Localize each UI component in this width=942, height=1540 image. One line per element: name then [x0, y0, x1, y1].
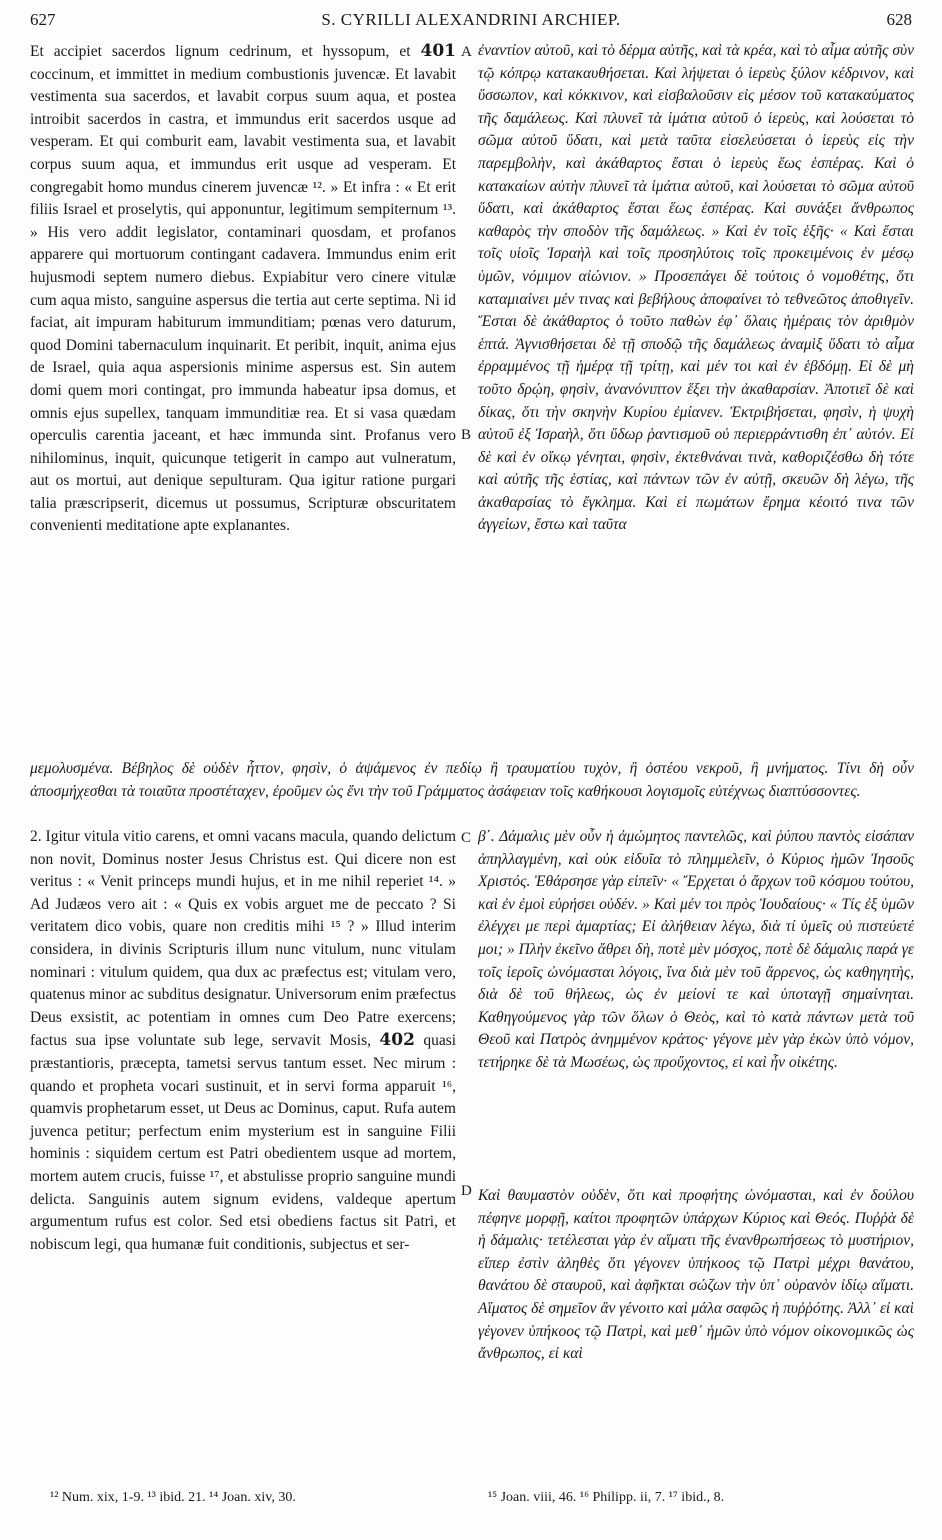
- margin-marker-c: C: [461, 830, 472, 846]
- latin-column-c: [30, 826, 456, 1256]
- margin-marker-d: D: [461, 1183, 472, 1199]
- running-header: [30, 10, 912, 36]
- greek-column-d: Καὶ θαυμαστὸν οὐδὲν, ὅτι καὶ προφήτης ὠνόμασται, καὶ ἐν δούλου πέφηνε μορφῇ, καίτοι προφητῶν ὑπάρχων Κύριος καὶ Θεός. Πυῤῥὰ δὲ ἡ δάμαλις· τετέλεσται γὰρ ἐν αἵματι τῆς ἐνανθρωπήσεως τὸ μυστήριον, εἴπερ ἐστὶν ἀληθὲς ὅτι γέγονεν ὑπήκοος τῷ Πατρὶ μέχρι θανάτου, θανάτου δὲ σταυροῦ, καὶ ἀφῆκται σώζων τὴν ὑπ᾽ οὐρανὸν ἰδίῳ αἵματι. Αἵματος δὲ σημεῖον ἂν γένοιτο καὶ μάλα σαφῶς ἡ πυῤῥότης. Ἀλλ᾽ εἰ καὶ γέγονεν ὑπήκοος τῷ Πατρὶ, καὶ μεθ᾽ ἡμῶν ὑπὸ νόμον οἰκονομικῶς ὡς ἄνθρωπος, εἰ καὶ: [478, 1187, 914, 1363]
- margin-marker-b: B: [461, 427, 472, 443]
- margin-marker-a: A: [461, 44, 472, 60]
- footnotes-left: ¹² Num. xix, 1-9. ¹³ ibid. 21. ¹⁴ Joan. xiv, 30.: [50, 1490, 296, 1505]
- latin-text: 2. Igitur vitula vitio carens, et omni vacans macula, quando delictum non novit, Dominus noster Jesus Christus est. Qui dicere non est veritus : « Venit princeps mundi hujus, et in me nihil reperiet ¹⁴. » Ad Judæos vero ait : « Quis ex vobis arguet me de peccato ? Si veritatem dico vobis, quare non creditis mihi ¹⁵ ? » Illud interim considera, in divinis Scripturis illum nunc vitulum, nunc vitulam nominari : vitulum quidem, qua dux ac præfectus est; vitulam vero, quatenus minor ac subditus designatur. Universorum enim præfectus Deus exsistit, ac potentiam in omnes cum Deo Patre exercens; factus sua ipse voluntate sub lege, servavit Mosis,: [30, 828, 456, 1050]
- latin-text: coccinum, et immittet in medium combustionis juvencæ. Et lavabit vestimenta sua sacerdos, et lavabit corpus suum aqua, et postea introibit sacerdos in castra, et immundus erit sacerdos usque ad vesperam. Et qui comburit eam, lavabit vestimenta sua, et lavabit corpus suum aqua, et immundus erit usque ad vesperam. Et congregabit homo mundus cinerem juvencæ ¹². » Et infra : « Et erit filiis Israel et proselytis, qui apponuntur, legitimum sempiternum ¹³. » His vero addit legislator, contaminari quosdam, et profanos apparere qui mortuorum contingant cadavera. Immundus enim erit hujusmodi septem numero diebus. Expiabitur vero cinere vitulæ cum aqua misto, sanguine aspersus die tertia aut certe septima. Ni id faciat, ait impuram habiturum immunditiam; pœnas vero daturum, quod Domini tabernaculum inquinarit. Et peribit, inquit, anima ejus de Israel, quia aqua aspersionis minime aspersus est. Sin autem domi quem mori contingat, pro immunda habeatur ipsa domus, et omnis ejus supellex, tanquam immunditiæ rea. Et si vasa quædam operculis carentia jaceant, et hæc immunda sint. Profanus vero nihilominus, inquit, quicunque tetigerit in campo aut vulneratum, aut os mortui, aut denique sepulturam. Qua igitur ratione purgari talia præscripserit, dicemus ut possumus, Scripturæ obscuritatem convenienti meditatione apte explanantes.: [30, 65, 456, 535]
- latin-text: quasi præstantioris, præcepta, tametsi servus tantum esset. Nec mirum : quando et propheta vocari sustinuit, et in servi forma apparuit ¹⁶, quamvis prophetarum esset, ut Deus ac Dominus, caput. Rufa autem juvenca petitur; perfectum enim mysterium est in sanguine Filii hominis : siquidem certum est Patri obedientem usque ad mortem, mortem autem crucis, fuisse ¹⁷, et abstulisse proprio sanguine mundi delicta. Sanguinis autem signum evidens, valdeque apertum argumentum rufus est color. Sed etsi obediens factus sit Patri, et nobiscum legi, qua humanæ fuit conditionis, subjectus et ser-: [30, 1032, 457, 1253]
- page-number-right: 628: [886, 10, 912, 29]
- greek-column-c: β΄. Δάμαλις μὲν οὖν ἡ ἀμώμητος παντελῶς, καὶ ῥύπου παντὸς εἰσάπαν ἀπηλλαγμένη, καὶ οὐκ εἰδυῖα τὸ πλημμελεῖν, ὁ Κύριος ἡμῶν Ἰησοῦς Χριστός. Ἐθάρσησε γὰρ εἰπεῖν· « Ἔρχεται ὁ ἄρχων τοῦ κόσμου τούτου, καὶ ἐν ἐμοὶ εὑρήσει οὐδέν. » Καὶ μέν τοι πρὸς Ἰουδαίους· « Τίς ἐξ ὑμῶν ἐλέγχει με περὶ ἁμαρτίας; Εἰ ἀλήθειαν λέγω, διὰ τί ὑμεῖς οὐ πιστεύετέ μοι; » Πλὴν ἐκεῖνο ἄθρει δὴ, ποτὲ μὲν μόσχος, ποτὲ δὲ δάμαλις παρά γε τοῖς ἱεροῖς ὠνόμασται λόγοις, ἵνα διὰ μὲν τοῦ ἄρρενος, ὡς καθηγητὴς, διὰ δὲ τοῦ θήλεως, ὡς ἐν μείονί τε καὶ ὑποταγῇ σημαίνηται. Καθηγούμενος γὰρ τῶν ὅλων ὁ Θεὸς, καὶ τὸ κατὰ πάντων μετὰ τοῦ Θεοῦ καὶ Πατρὸς ἀνημμένον κράτος· γέγονε μὲν γὰρ ἑκὼν ὑπὸ νόμον, τετήρηκε δὲ τὰ Μωσέως, ὡς προὔχοντος, εἰ καὶ ἦν οἰκέτης.: [478, 828, 914, 1071]
- latin-column-a: [30, 40, 456, 538]
- page-marker-401: 401: [420, 41, 456, 61]
- page-marker-402: 402: [379, 1030, 415, 1051]
- latin-text: Et accipiet sacerdos lignum cedrinum, et hyssopum, et: [30, 43, 411, 60]
- running-title: S. CYRILLI ALEXANDRINI ARCHIEP.: [321, 10, 621, 29]
- page-number-left: 627: [30, 10, 56, 29]
- greek-full-width: μεμολυσμένα. Βέβηλος δὲ οὐδὲν ἧττον, φησὶν, ὁ ἀψάμενος ἐν πεδίῳ ἢ τραυματίου τυχὸν, ἢ ὀστέου νεκροῦ, ἢ μνήματος. Τίνι δὴ οὖν ἀποσμήχεσθαι τὰ τοιαῦτα προστέταχεν, ἐροῦμεν ὡς ἔνι τὴν τοῦ Γράμματος ἀσάφειαν τοῖς καθήκουσι λογισμοῖς εὐτέχνως διαπτύσσοντες.: [30, 760, 914, 800]
- footnotes-right: ¹⁵ Joan. viii, 46. ¹⁶ Philipp. ii, 7. ¹⁷ ibid., 8.: [488, 1490, 725, 1505]
- greek-column-a: ἐναντίον αὐτοῦ, καὶ τὸ δέρμα αὐτῆς, καὶ τὰ κρέα, καὶ τὸ αἷμα αὐτῆς σὺν τῷ κόπρῳ κατακαυθήσεται. Καὶ λήψεται ὁ ἱερεὺς ξύλον κέδρινον, καὶ ὕσσωπον, καὶ κόκκινον, καὶ εἰσβαλοῦσιν εἰς μέσον τοῦ κατακαύματος τῆς δαμάλεως. Καὶ πλυνεῖ τὰ ἱμάτια αὐτοῦ ὁ ἱερεὺς, καὶ λούσεται τὸ σῶμα αὐτοῦ ὕδατι, καὶ μετὰ ταῦτα εἰσελεύσεται ὁ ἱερεὺς εἰς τὴν παρεμβολὴν, καὶ ἀκάθαρτος ἔσται ὁ ἱερεὺς ἕως ἑσπέρας. Καὶ ὁ κατακαίων αὐτὴν πλυνεῖ τὰ ἱμάτια αὐτοῦ, καὶ λούσεται τὸ σῶμα αὐτοῦ ὕδατι, καὶ ἀκάθαρτος ἔσται ἕως ἑσπέρας. Καὶ συνάξει ἄνθρωπος καθαρὸς τὴν σποδὸν τῆς δαμάλεως. » Καὶ ἐν τοῖς ἑξῆς· « Καὶ ἔσται τοῖς υἱοῖς Ἰσραὴλ καὶ τοῖς προσηλύτοις τοῖς προκειμένοις ἐν μέσῳ ὑμῶν, νόμιμον αἰώνιον. » Προσεπάγει δὲ τούτοις ὁ νομοθέτης, ὅτι καταμιαίνει μέν τινας καὶ βεβήλους ἀποφαίνει τὸ τεθνεῶτος ἀποθιγεῖν. Ἔσται δὲ ἀκάθαρτος ὁ τοῦτο παθὼν ἐφ᾽ ὅλαις ἡμέραις τὸν ἀριθμὸν ἑπτά. Ἁγνισθήσεται δὲ τῇ σποδῷ τῆς δαμάλεως ἀναμὶξ ὕδατι τὸ αἷμα ἐρραμμένος τῇ ἡμέρᾳ τῇ τρίτῃ, καὶ μέν τοι καὶ ἐν ἑβδόμῃ. Εἰ δὲ μὴ τοῦτο δρῴη, φησὶν, ἀνανόνιπτον ἕξει τὴν ἀκαθαρσίαν. Ἀποτιεῖ δὲ καὶ δίκας, ὅτι τὴν σκηνὴν Κυρίου ἐμίανεν. Ἐκτριβήσεται, φησὶν, ἡ ψυχὴ αὐτοῦ ἐξ Ἰσραὴλ, ὅτι ὕδωρ ῥαντισμοῦ οὐ περιερράντισθη ἐπ᾽ αὐτόν. Εἰ δὲ καὶ ἐν οἴκῳ γένηται, φησὶν, ἐκτεθνάναι τινὰ, καθοριζέσθω δὴ τότε καὶ αὐτῆς τῆς ἑστίας, καὶ πάντων τῶν ἐν αὐτῇ, σκευῶν δὴ λέγω, τῆς ἀκαθαρσίας τὸ ἔγκλημα. Καὶ εἰ πωμάτων ἔρημα κέοιτό τινα τῶν ἀγγείων, ἔστω καὶ ταῦτα: [478, 42, 914, 534]
